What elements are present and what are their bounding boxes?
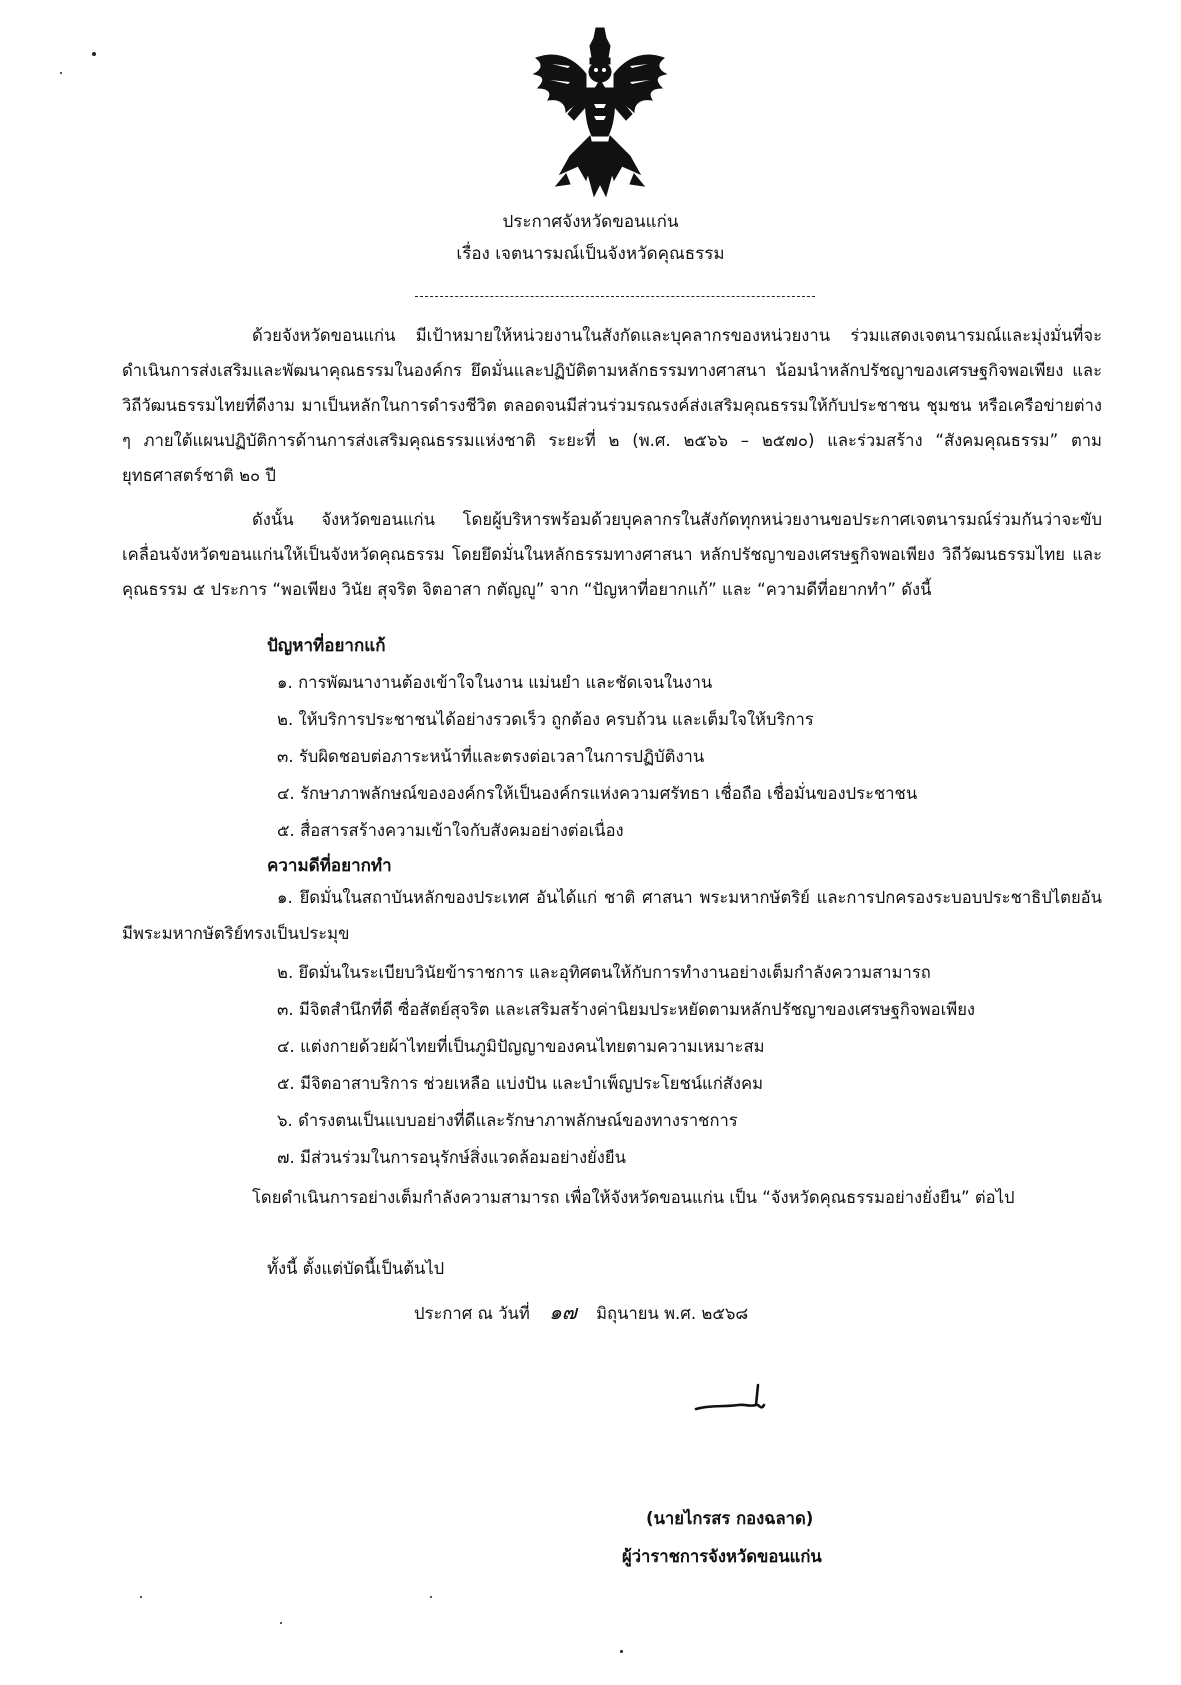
virtue-item: ๕. มีจิตอาสาบริการ ช่วยเหลือ แบ่งปัน และบำเพ็ญประโยชน์แก่สังคม xyxy=(277,1074,764,1093)
signatory-name: (นายไกรสร กองฉลาด) xyxy=(646,1509,814,1528)
date-month-year: มิถุนายน พ.ศ. ๒๕๖๘ xyxy=(596,1304,749,1323)
announcement-title: ประกาศจังหวัดขอนแก่น xyxy=(502,212,679,232)
virtue-item: ๑. ยึดมั่นในสถาบันหลักของประเทศ อันได้แก่ ชาติ ศาสนา พระมหากษัตริย์ และการปกครองระบอบประชาธิปไตยอันมีพระมหากษัตริย์ทรงเป็นประมุข xyxy=(122,888,1102,943)
closing-paragraph: โดยดำเนินการอย่างเต็มกำลังความสามารถ เพื่อให้จังหวัดขอนแก่น เป็น “จังหวัดคุณธรรมอย่างยั่งยืน” ต่อไป xyxy=(252,1188,1015,1207)
announced-date xyxy=(414,1296,748,1328)
scan-speck xyxy=(60,72,62,74)
declaration-paragraph: ดังนั้น จังหวัดขอนแก่น โดยผู้บริหารพร้อมด้วยบุคลากรในสังกัดทุกหน่วยงานขอประกาศเจตนารมณ์ร่วมกันว่าจะขับเคลื่อนจังหวัดขอนแก่นให้เป็นจังหวัดคุณธรรม โดยยึดมั่นในหลักธรรมทางศาสนา หลักปรัชญาของเศรษฐกิจพอเพียง วิถีวัฒนธรรมไทย และคุณธรรม ๕ ประการ “พอเพียง วินัย สุจริต จิตอาสา กตัญญู” จาก “ปัญหาที่อยากแก้” และ “ความดีที่อยากทำ” ดังนี้ xyxy=(122,510,1102,599)
title-divider xyxy=(415,296,815,297)
handwritten-signature xyxy=(690,1375,790,1425)
scan-speck xyxy=(280,1622,282,1624)
problem-item: ๓. รับผิดชอบต่อภาระหน้าที่และตรงต่อเวลาในการปฏิบัติงาน xyxy=(277,747,705,766)
virtue-item: ๗. มีส่วนร่วมในการอนุรักษ์สิ่งแวดล้อมอย่างยั่งยืน xyxy=(277,1148,626,1167)
effective-statement: ทั้งนี้ ตั้งแต่บัดนี้เป็นต้นไป xyxy=(267,1259,445,1278)
date-prefix: ประกาศ ณ วันที่ xyxy=(414,1304,530,1323)
scan-speck xyxy=(430,1596,432,1598)
garuda-emblem-icon xyxy=(530,24,670,204)
intro-paragraph: ด้วยจังหวัดขอนแก่น มีเป้าหมายให้หน่วยงานในสังกัดและบุคลากรของหน่วยงาน ร่วมแสดงเจตนารมณ์และมุ่งมั่นที่จะดำเนินการส่งเสริมและพัฒนาคุณธรรมในองค์กร ยึดมั่นและปฏิบัติตามหลักธรรมทางศาสนา น้อมนำหลักปรัชญาของเศรษฐกิจพอเพียง และวิถีวัฒนธรรมไทยที่ดีงาม มาเป็นหลักในการดำรงชีวิต ตลอดจนมีส่วนร่วมรณรงค์ส่งเสริมคุณธรรมให้กับประชาชน ชุมชน หรือเครือข่ายต่าง ๆ ภายใต้แผนปฏิบัติการด้านการส่งเสริมคุณธรรมแห่งชาติ ระยะที่ ๒ (พ.ศ. ๒๕๖๖ – ๒๕๗๐) และร่วมสร้าง “สังคมคุณธรรม” ตามยุทธศาสตร์ชาติ ๒๐ ปี xyxy=(122,326,1102,485)
announcement-subject: เรื่อง เจตนารมณ์เป็นจังหวัดคุณธรรม xyxy=(456,244,725,264)
virtue-item: ๒. ยึดมั่นในระเบียบวินัยข้าราชการ และอุทิศตนให้กับการทำงานอย่างเต็มกำลังความสามารถ xyxy=(277,963,931,982)
scan-speck xyxy=(620,1650,623,1653)
signatory-position: ผู้ว่าราชการจังหวัดขอนแก่น xyxy=(622,1547,822,1566)
problem-item: ๒. ให้บริการประชาชนได้อย่างรวดเร็ว ถูกต้อง ครบถ้วน และเต็มใจให้บริการ xyxy=(277,710,814,729)
virtue-item: ๖. ดำรงตนเป็นแบบอย่างที่ดีและรักษาภาพลักษณ์ของทางราชการ xyxy=(277,1111,738,1130)
date-day: ๑๗ xyxy=(549,1300,577,1324)
virtue-item: ๓. มีจิตสำนึกที่ดี ซื่อสัตย์สุจริต และเสริมสร้างค่านิยมประหยัดตามหลักปรัชญาของเศรษฐกิจพอเพียง xyxy=(277,1000,976,1019)
problem-item: ๔. รักษาภาพลักษณ์ขององค์กรให้เป็นองค์กรแห่งความศรัทธา เชื่อถือ เชื่อมั่นของประชาชน xyxy=(277,784,918,803)
virtues-heading: ความดีที่อยากทำ xyxy=(267,856,392,876)
scan-speck xyxy=(140,1596,142,1598)
scan-speck xyxy=(92,52,96,56)
virtue-item: ๔. แต่งกายด้วยผ้าไทยที่เป็นภูมิปัญญาของคนไทยตามความเหมาะสม xyxy=(277,1037,765,1056)
problem-item: ๕. สื่อสารสร้างความเข้าใจกับสังคมอย่างต่อเนื่อง xyxy=(277,821,624,840)
problems-heading: ปัญหาที่อยากแก้ xyxy=(267,636,386,656)
problem-item: ๑. การพัฒนางานต้องเข้าใจในงาน แม่นยำ และชัดเจนในงาน xyxy=(277,673,713,692)
